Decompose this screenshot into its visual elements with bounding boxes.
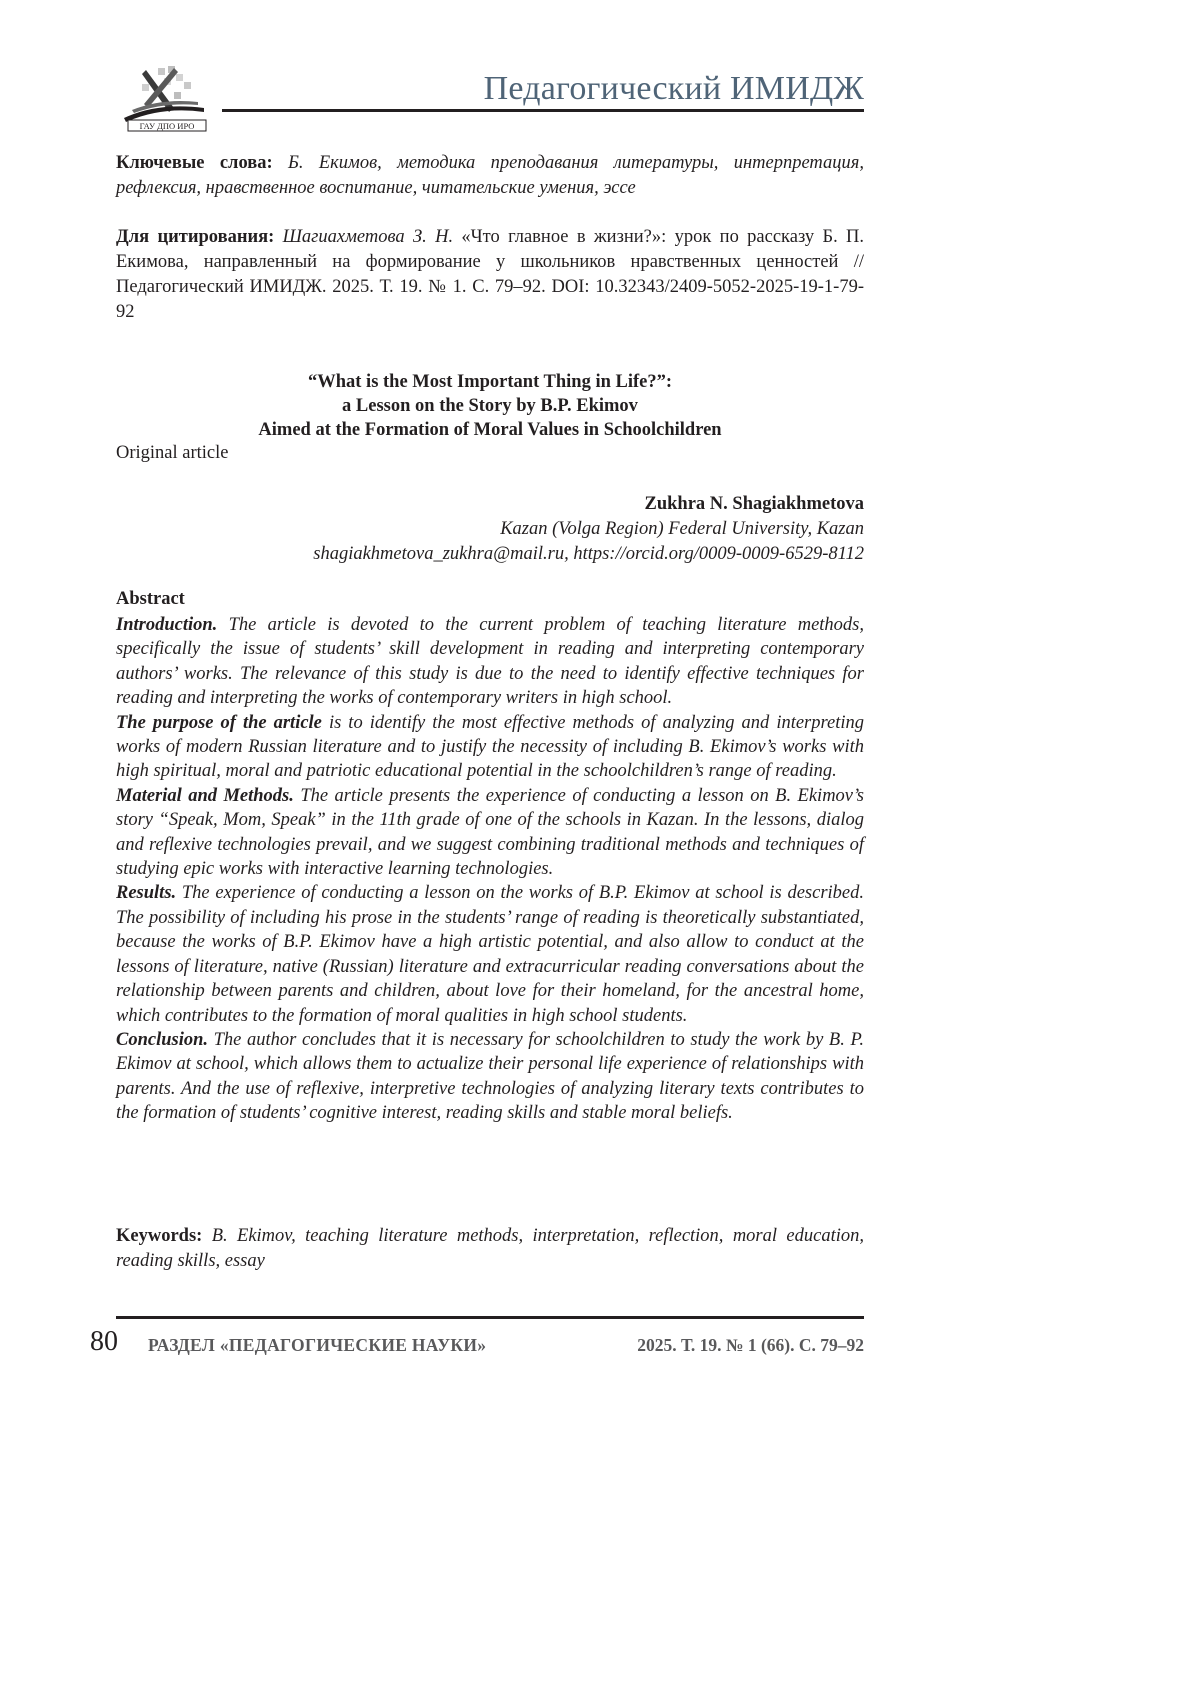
article-title-line-3: Aimed at the Formation of Moral Values in Schoolchildren bbox=[258, 420, 722, 440]
article-title-en bbox=[116, 370, 864, 442]
abstract-introduction bbox=[116, 613, 864, 711]
keywords-ru bbox=[116, 151, 864, 201]
logo-text: ГАУ ДПО ИРО bbox=[139, 121, 195, 131]
article-type: Original article bbox=[116, 443, 229, 463]
footer-divider bbox=[116, 1316, 864, 1319]
abstract-results bbox=[116, 881, 864, 1027]
journal-logo-icon bbox=[118, 62, 210, 132]
keywords-en bbox=[116, 1224, 864, 1273]
issue-label: 2025. Т. 19. № 1 (66). С. 79–92 bbox=[637, 1335, 864, 1355]
abstract-methods-text: The article presents the experience of conducting a lesson on B. Ekimov’s story “Speak, Mom, Speak” in the 11th grade of one of the schools in Kazan. In the lessons, dialog and reflexive technologies prevail, and we suggest combining traditional methods and techniques of studying epic works with interactive learning technologies. bbox=[116, 785, 864, 880]
keywords-en-label: Keywords: bbox=[116, 1226, 203, 1246]
journal-title: Педагогический ИМИДЖ bbox=[483, 70, 864, 107]
author-contacts: shagiakhmetova_zukhra@mail.ru, https://orcid.org/0009-0009-6529-8112 bbox=[313, 544, 864, 564]
abstract-purpose-text: is to identify the most effective methods of analyzing and interpreting works of modern Russian literature and to justify the necessity of including B. Ekimov’s works with high spiritual, moral and patriotic educational potential in the schoolchildren’s range of reading. bbox=[116, 712, 865, 782]
article-title-line-1: “What is the Most Important Thing in Life?”: bbox=[307, 372, 673, 392]
author-name: Zukhra N. Shagiakhmetova bbox=[644, 494, 864, 514]
abstract-purpose-label: The purpose of the article bbox=[116, 712, 322, 733]
header-divider bbox=[222, 109, 864, 112]
abstract-methods-label: Material and Methods. bbox=[116, 785, 294, 806]
abstract-introduction-text: The article is devoted to the current problem of teaching literature methods, specifically the issue of students’ skill development in reading and interpreting contemporary authors’ works. The relevance of this study is due to the need to identify effective techniques for reading and interpreting the works of contemporary writers in high school. bbox=[116, 615, 865, 709]
page-number: 80 bbox=[90, 1326, 118, 1357]
keywords-en-text: B. Ekimov, teaching literature methods, interpretation, reflection, moral education, reading skills, essay bbox=[116, 1226, 864, 1271]
abstract-body bbox=[116, 613, 864, 1126]
section-label: РАЗДЕЛ «ПЕДАГОГИЧЕСКИЕ НАУКИ» bbox=[148, 1335, 487, 1355]
citation-ru-label: Для цитирования: bbox=[116, 227, 275, 247]
abstract-heading: Abstract bbox=[116, 589, 185, 609]
author-affiliation: Kazan (Volga Region) Federal University, Kazan bbox=[500, 519, 864, 539]
citation-ru-author: Шагиахметова З. Н. bbox=[282, 227, 454, 247]
citation-ru bbox=[116, 225, 864, 325]
article-title-line-2: a Lesson on the Story by B.P. Ekimov bbox=[342, 396, 638, 416]
abstract-results-text: The experience of conducting a lesson on the works of B.P. Ekimov at school is described. The possibility of including his prose in the students’ range of reading is theoretically substantiated, because the works of B.P. Ekimov have a high artistic potential, and also allow to conduct at the lessons of literature, native (Russian) literature and extracurricular reading conversations about the relationship between parents and children, about love for their homeland, for the ancestral home, which contributes to the formation of moral qualities in high school students. bbox=[116, 883, 865, 1026]
keywords-ru-label: Ключевые слова: bbox=[116, 153, 273, 173]
abstract-conclusion bbox=[116, 1028, 864, 1126]
abstract-introduction-label: Introduction. bbox=[116, 615, 218, 635]
abstract-conclusion-label: Conclusion. bbox=[116, 1029, 209, 1050]
author-block bbox=[313, 492, 864, 567]
citation-ru-text: «Что главное в жизни?»: урок по рассказу Б. П. Екимова, направленный на формирование у школьников нравственных ценностей // Педагогический ИМИДЖ. 2025. Т. 19. № 1. С. 79–92. DOI: 10.32343/2409-5052-2025-19-1-79-92 bbox=[116, 227, 865, 322]
abstract-purpose bbox=[116, 711, 864, 784]
abstract-methods bbox=[116, 784, 864, 882]
abstract-conclusion-text: The author concludes that it is necessary for schoolchildren to study the work by B. P. Ekimov at school, which allows them to actualize their personal life experience of relationships with parents. And the use of reflexive, interpretive technologies of analyzing literary texts contributes to the formation of students’ cognitive interest, reading skills and stable moral beliefs. bbox=[116, 1029, 864, 1124]
keywords-ru-text: Б. Екимов, методика преподавания литературы, интерпретация, рефлексия, нравственное воспитание, читательские умения, эссе bbox=[116, 153, 864, 198]
abstract-results-label: Results. bbox=[116, 883, 177, 904]
